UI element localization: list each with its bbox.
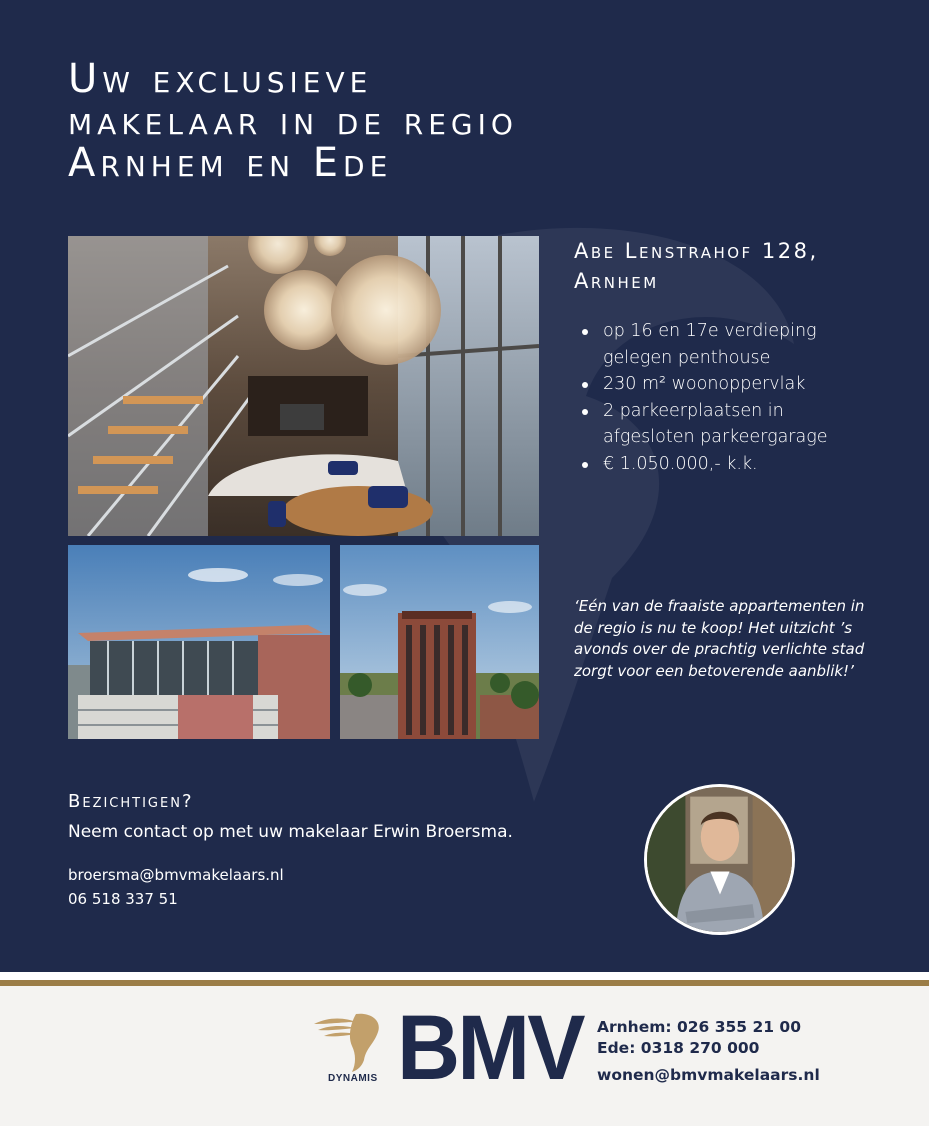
tower-photo (340, 545, 539, 739)
feature-item: 2 parkeerplaatsen in afgesloten parkeergarage (580, 398, 880, 451)
viewing-title: Bezichtigen? (68, 791, 194, 812)
feature-item: op 16 en 17e verdieping gelegen penthouse (580, 318, 880, 371)
interior-photo (68, 236, 539, 536)
feature-list (580, 318, 880, 477)
address-line-1: Abe Lenstrahof 128, (574, 239, 819, 263)
listing-address (574, 236, 894, 296)
listing-quote: ‘Eén van de fraaiste appartementen in de regio is nu te koop! Het uitzicht ’s avonds over de prachtig verlichte stad zorgt voor een betoverende aanblik!’ (574, 597, 865, 680)
contact-phone[interactable]: 06 518 337 51 (68, 890, 178, 908)
avatar (644, 784, 795, 935)
footer-email-link[interactable]: wonen@bmvmakelaars.nl (597, 1066, 820, 1084)
building-photo (68, 545, 330, 739)
winged-helmet-icon (312, 1010, 384, 1074)
headline-line-1: Uw exclusieve (68, 56, 373, 102)
office-arnhem-phone[interactable]: Arnhem: 026 355 21 00 (597, 1018, 802, 1036)
brand-logo: BMV (397, 997, 583, 1099)
feature-item: 230 m² woonoppervlak (580, 371, 880, 398)
headline-line-2: makelaar in de regio (68, 98, 518, 144)
viewing-subtitle: Neem contact op met uw makelaar Erwin Broersma. (68, 822, 513, 842)
divider-white (0, 972, 929, 980)
headline-line-3: Arnhem en Ede (68, 140, 393, 186)
address-line-2: Arnhem (574, 269, 659, 293)
contact-email-link[interactable]: broersma@bmvmakelaars.nl (68, 866, 284, 884)
office-ede-phone[interactable]: Ede: 0318 270 000 (597, 1039, 760, 1057)
headline (68, 58, 828, 184)
feature-item: € 1.050.000,- k.k. (580, 451, 880, 478)
logo-subtext: DYNAMIS (328, 1073, 378, 1084)
